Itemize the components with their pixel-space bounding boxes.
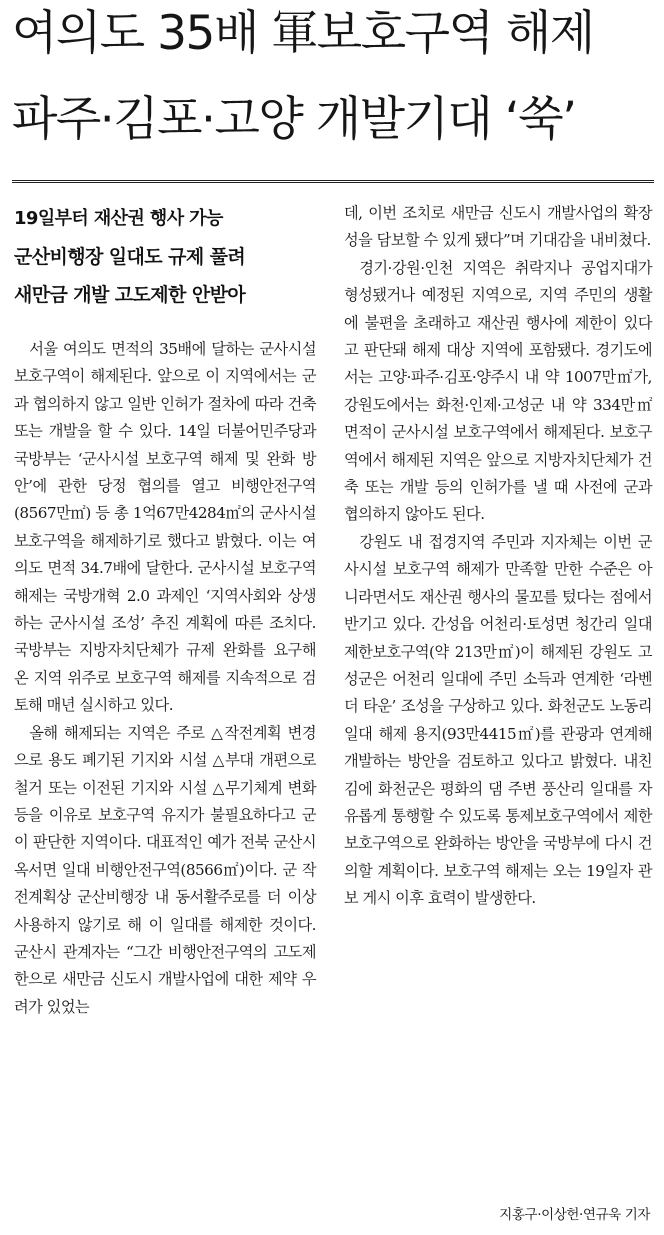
subheadline-1: 19일부터 재산권 행사 가능 <box>14 208 223 229</box>
article-column-right <box>344 200 652 913</box>
headline-divider <box>12 180 654 183</box>
subheadline-3: 새만금 개발 고도제한 안받아 <box>14 284 246 306</box>
body-paragraph-2: 올해 해제되는 지역은 주로 △작전계획 변경으로 용도 폐기된 기지와 시설 △부대 개편으로 철거 또는 이전된 기지와 시설 △무기체계 변화 등을 이유로 보호구역 유지가 불필요하다고 군이 판단한 지역이다. 대표적인 예가 전북 군산시 옥서면 일대 비행안전구역(8566㎡)이다. 군 작전계획상 군산비행장 내 동서활주로를 더 이상 사용하지 않기로 해 이 일대를 해제한 것이다. 군산시 관계자는 “그간 비행안전구역의 고도제한으로 새만금 신도시 개발사업에 대한 제약 우려가 있었는 <box>14 723 316 1016</box>
body-paragraph-1: 서울 여의도 면적의 35배에 달하는 군사시설 보호구역이 해제된다. 앞으로 이 지역에서는 군과 협의하지 않고 일반 인허가 절차에 따라 건축 또는 개발을 할 수 있다. 14일 더불어민주당과 국방부는 ‘군사시설 보호구역 해제 및 완화 방안’에 관한 당정 협의를 열고 비행안전구역(8567만㎡) 등 총 1억67만4284㎡의 군사시설 보호구역을 해제하기로 했다고 밝혔다. 이는 여의도 면적 34.7배에 달한다. 군사시설 보호구역 해제는 국방개혁 2.0 과제인 ‘지역사회와 상생하는 군사시설 조성’ 추진 계획에 따른 조치다. 국방부는 지방자치단체가 규제 완화를 요구해 온 지역 위주로 보호구역 해제를 지속적으로 검토해 매년 실시하고 있다. <box>14 340 316 715</box>
body-paragraph-3: 경기·강원·인천 지역은 취락지나 공업지대가 형성됐거나 예정된 지역으로, 지역 주민의 생활에 불편을 초래하고 재산권 행사에 제한이 있다고 판단돼 해제 대상 지역에 포함됐다. 경기도에서는 고양·파주·김포·양주시 내 약 1007만㎡가, 강원도에서는 화천·인제·고성군 내 약 334만㎡ 면적이 군사시설 보호구역에서 해제된다. 보호구역에서 해제된 지역은 앞으로 지방자치단체가 건축 또는 개발 등의 인허가를 낼 때 사전에 군과 협의하지 않아도 된다. <box>344 258 652 524</box>
headline-line-1: 여의도 35배 軍보호구역 해제 <box>12 6 594 61</box>
reporter-byline: 지홍구·이상헌·연규욱 기자 <box>499 1207 650 1223</box>
article-body-left <box>14 336 316 1021</box>
subheadline-2: 군산비행장 일대도 규제 풀려 <box>14 246 246 268</box>
subheadline-block <box>14 200 316 314</box>
article-body-right <box>344 200 652 913</box>
body-paragraph-4: 강원도 내 접경지역 주민과 지자체는 이번 군사시설 보호구역 해제가 만족할 만한 수준은 아니라면서도 재산권 행사의 물꼬를 텄다는 점에서 반기고 있다. 간성읍 어천리·토성면 청간리 일대 제한보호구역(약 213만㎡)이 해제된 강원도 고성군은 어천리 일대에 주민 소득과 연계한 ‘라벤더 타운’ 조성을 구상하고 있다. 화천군도 노동리 일대 해제 용지(93만4415㎡)를 관광과 연계해 개발하는 방안을 검토하고 있다고 밝혔다. 내친김에 화천군은 평화의 댐 주변 풍산리 일대를 자유롭게 통행할 수 있도록 통제보호구역에서 제한보호구역으로 완화하는 방안을 국방부에 다시 건의할 계획이다. 보호구역 해제는 오는 19일자 관보 게시 이후 효력이 발생한다. <box>344 532 652 908</box>
body-paragraph-2-continued: 데, 이번 조치로 새만금 신도시 개발사업의 확장성을 담보할 수 있게 됐다”며 기대감을 내비쳤다. <box>344 204 652 250</box>
article-column-left <box>14 200 316 1021</box>
headline-line-2: 파주·김포·고양 개발기대 ‘쑥’ <box>12 92 576 147</box>
